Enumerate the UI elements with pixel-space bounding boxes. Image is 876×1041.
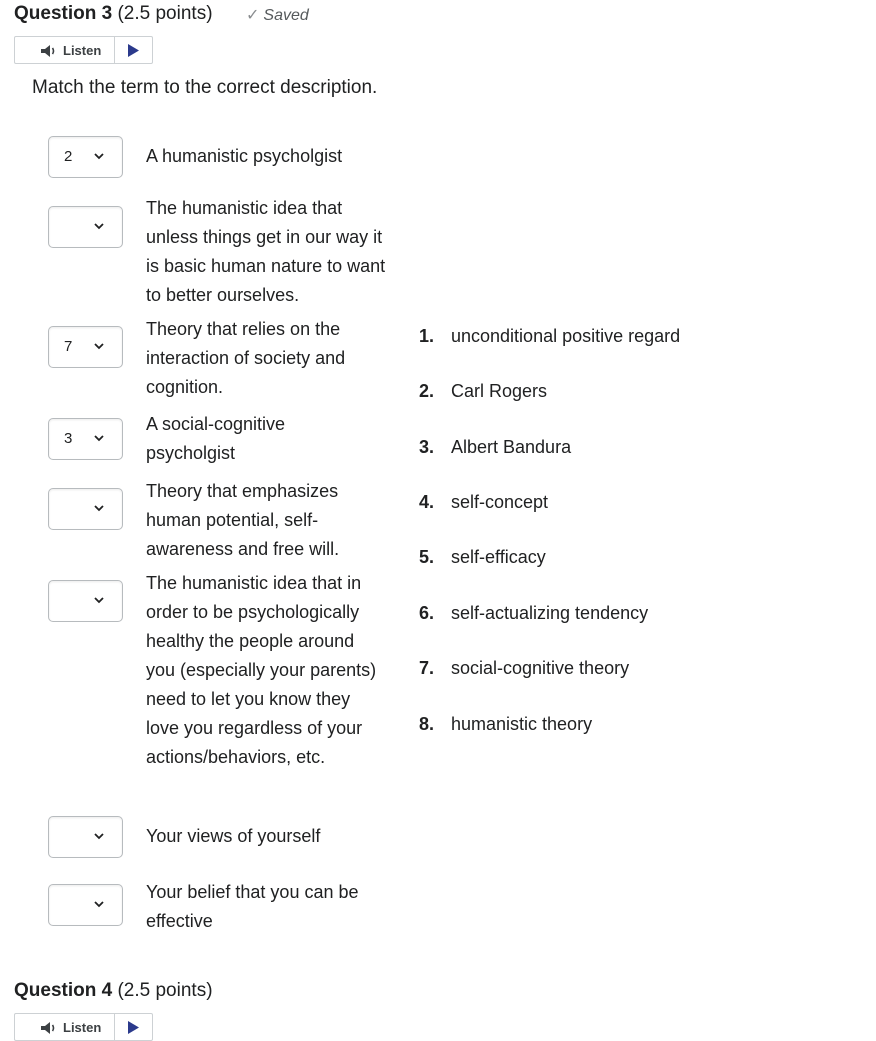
match-select-8[interactable] xyxy=(48,884,123,926)
chevron-down-icon xyxy=(94,901,104,908)
match-select-6[interactable] xyxy=(48,580,123,622)
match-description-2: The humanistic idea that unless things get in our way it is basic human nature to want to better ourselves. xyxy=(146,198,386,305)
listen-label: Listen xyxy=(63,1019,102,1035)
match-select-3[interactable] xyxy=(48,326,123,368)
play-icon xyxy=(128,1021,139,1034)
answer-option-4 xyxy=(419,492,548,513)
match-description-8: Your belief that you can be effective xyxy=(146,882,359,931)
listen-button[interactable] xyxy=(15,37,115,63)
answer-number: 8. xyxy=(419,714,435,734)
answer-text: Carl Rogers xyxy=(451,381,548,401)
answer-number: 3. xyxy=(419,437,435,457)
answer-number: 1. xyxy=(419,326,435,346)
answer-text: humanistic theory xyxy=(451,714,593,734)
match-description-7: Your views of yourself xyxy=(146,826,321,846)
match-select-7[interactable] xyxy=(48,816,123,858)
chevron-down-icon xyxy=(94,223,104,230)
question-3-header xyxy=(14,3,213,25)
match-select-5[interactable] xyxy=(48,488,123,530)
answer-text: self-concept xyxy=(451,492,549,512)
match-description-6: The humanistic idea that in order to be psychologically healthy the people around you (especially your parents) need to let you know they love you regardless of your actions/behaviors, etc. xyxy=(146,573,377,767)
chevron-down-icon xyxy=(94,435,104,442)
question-prompt: Match the term to the correct description. xyxy=(32,77,378,98)
question-4-header xyxy=(14,980,213,1002)
chevron-down-icon xyxy=(94,343,104,350)
answer-option-3 xyxy=(419,437,571,458)
selected-value: 3 xyxy=(64,430,73,447)
answer-option-1 xyxy=(419,326,680,347)
chevron-down-icon xyxy=(94,153,104,160)
match-description-3: Theory that relies on the interaction of society and cognition. xyxy=(146,319,346,397)
saved-status xyxy=(246,5,309,25)
match-description-4: A social-cognitive psycholgist xyxy=(146,414,286,463)
answer-number: 6. xyxy=(419,603,435,623)
match-description-5: Theory that emphasizes human potential, self-awareness and free will. xyxy=(146,481,340,559)
answer-number: 5. xyxy=(419,547,435,567)
play-button[interactable] xyxy=(115,1014,152,1040)
chevron-down-icon xyxy=(94,833,104,840)
answer-option-8 xyxy=(419,714,592,735)
chevron-down-icon xyxy=(94,505,104,512)
selected-value: 2 xyxy=(64,148,73,165)
saved-label: Saved xyxy=(263,7,309,24)
answer-text: self-actualizing tendency xyxy=(451,603,649,623)
listen-label: Listen xyxy=(63,42,102,58)
answer-number: 7. xyxy=(419,658,435,678)
check-icon: ✓ xyxy=(246,7,260,24)
answer-option-2 xyxy=(419,381,547,402)
match-description-1: A humanistic psycholgist xyxy=(146,146,343,166)
answer-text: Albert Bandura xyxy=(451,437,572,457)
question-number: Question 4 xyxy=(14,980,113,1001)
answer-text: self-efficacy xyxy=(451,547,546,567)
answer-option-5 xyxy=(419,547,546,568)
answer-option-7 xyxy=(419,658,629,679)
listen-toolbar-q4 xyxy=(14,1013,153,1041)
listen-toolbar xyxy=(14,36,153,64)
answer-option-6 xyxy=(419,603,648,624)
selected-value: 7 xyxy=(64,338,73,355)
question-number: Question 3 xyxy=(14,3,113,24)
listen-button[interactable] xyxy=(15,1014,115,1040)
chevron-down-icon xyxy=(94,597,104,604)
match-select-1[interactable] xyxy=(48,136,123,178)
question-points: (2.5 points) xyxy=(117,980,213,1001)
answer-number: 4. xyxy=(419,492,435,512)
match-select-2[interactable] xyxy=(48,206,123,248)
answer-number: 2. xyxy=(419,381,435,401)
play-button[interactable] xyxy=(115,37,152,63)
play-icon xyxy=(128,44,139,57)
answer-text: unconditional positive regard xyxy=(451,326,681,346)
question-points: (2.5 points) xyxy=(117,3,213,24)
speaker-icon xyxy=(40,45,60,57)
answer-text: social-cognitive theory xyxy=(451,658,630,678)
match-select-4[interactable] xyxy=(48,418,123,460)
